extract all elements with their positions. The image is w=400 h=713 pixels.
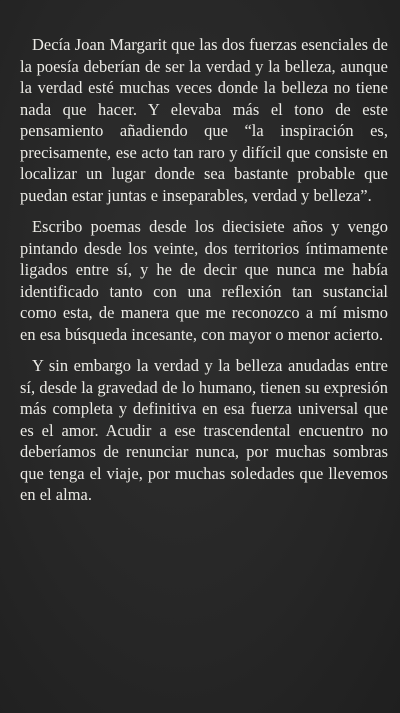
paragraph-3: Y sin embargo la verdad y la belleza anudadas entre sí, desde la gravedad de lo humano, tienen su expresión más completa y definitiva en esa fuerza universal que es el amor. Acudir a ese trascendental encuentro no deberíamos de renunciar nunca, por muchas sombras que tenga el viaje, por muchas soledades que llevemos en el alma.: [20, 356, 388, 504]
paragraph-1: Decía Joan Margarit que las dos fuerzas esenciales de la poesía deberían de ser la verdad y la belleza, aunque la verdad esté muchas veces donde la belleza no tiene nada que hacer. Y elevaba más el tono de este pensamiento añadiendo que “la inspiración es, precisamente, ese acto tan raro y difícil que consiste en localizar un lugar donde sea bastante probable que puedan estar juntas e inseparables, verdad y belleza”.: [20, 35, 388, 205]
body-text: [20, 34, 388, 516]
paragraph-2: Escribo poemas desde los diecisiete años y vengo pintando desde los veinte, dos territorios íntimamente ligados entre sí, y he de decir que nunca me había identificado tanto con una reflexión tan sustancial como esta, de manera que me reconozco a mí mismo en esa búsqueda incesante, con mayor o menor acierto.: [20, 217, 388, 344]
